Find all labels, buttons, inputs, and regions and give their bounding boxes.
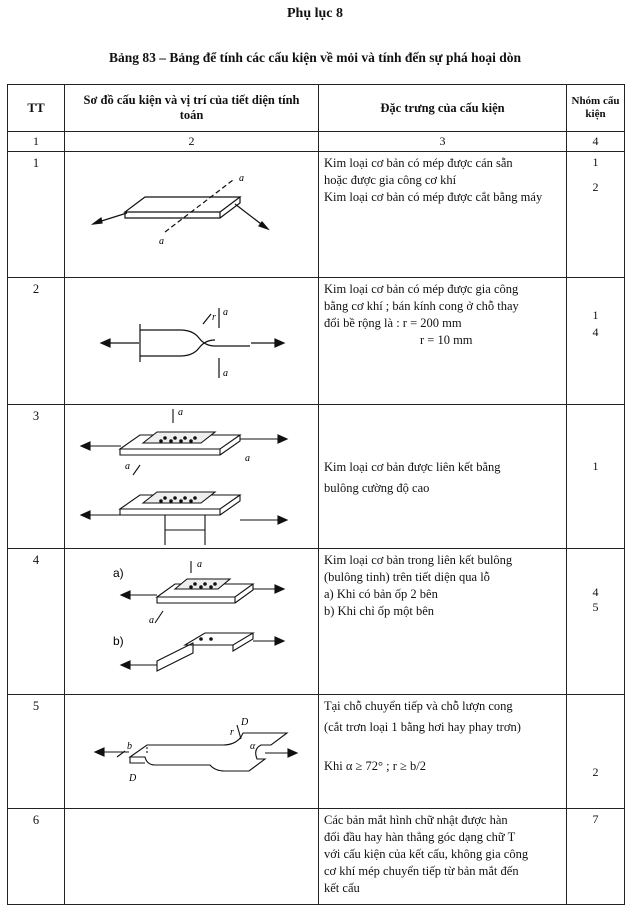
row-tt: 2 xyxy=(8,278,65,405)
diagram-empty xyxy=(65,809,319,905)
svg-text:a: a xyxy=(149,615,154,626)
table-row xyxy=(8,278,625,405)
header-group: Nhóm cấu kiện xyxy=(567,85,625,132)
svg-text:b: b xyxy=(127,741,132,752)
header-row xyxy=(8,85,625,132)
colnum-2: 2 xyxy=(65,132,319,152)
header-characteristics: Đặc trưng của cấu kiện xyxy=(319,85,567,132)
row-description: Kim loại cơ bản trong liên kết bulông (bulông tinh) trên tiết diện qua lỗ a) Khi có bản ốp 2 bên b) Khi chỉ ốp một bên xyxy=(319,549,567,695)
row-tt: 6 xyxy=(8,809,65,905)
svg-text:b): b) xyxy=(113,634,124,648)
svg-text:r: r xyxy=(212,312,216,323)
colnum-4: 4 xyxy=(567,132,625,152)
svg-text:a: a xyxy=(245,453,250,464)
svg-text:a: a xyxy=(125,461,130,472)
row-description: Tại chỗ chuyển tiếp và chỗ lượn cong (cắt trơn loại 1 bằng hơi hay phay trơn) Khi α ≥ 72° ; r ≥ b/2 xyxy=(319,695,567,809)
table-caption: Bảng 83 – Bảng để tính các cấu kiện về mỏi và tính đến sự phá hoại dòn xyxy=(108,50,522,65)
diagram-hs-bolted-joint xyxy=(65,405,319,549)
svg-text:D: D xyxy=(129,773,137,784)
svg-text:a: a xyxy=(223,368,228,379)
table-row xyxy=(8,152,625,278)
row-group: 1 2 xyxy=(567,152,625,278)
row-tt: 1 xyxy=(8,152,65,278)
row-description: Kim loại cơ bản có mép được gia công bằng cơ khí ; bán kính cong ở chỗ thay đổi bề rộng là : r = 200 mm r = 10 mm xyxy=(319,278,567,405)
header-diagram: Sơ đồ cấu kiện và vị trí của tiết diện tính toán xyxy=(65,85,319,132)
svg-text:a: a xyxy=(159,236,164,247)
fatigue-table xyxy=(7,84,625,905)
diagram-width-change xyxy=(65,278,319,405)
svg-text:α: α xyxy=(250,741,256,752)
diagram-bolted-joint xyxy=(65,549,319,695)
svg-text:a: a xyxy=(223,307,228,318)
row-tt: 4 xyxy=(8,549,65,695)
table-row xyxy=(8,549,625,695)
svg-text:a: a xyxy=(197,559,202,570)
table-row xyxy=(8,695,625,809)
column-number-row xyxy=(8,132,625,152)
svg-text:a: a xyxy=(178,407,183,418)
diagram-plate-edge xyxy=(65,152,319,278)
colnum-3: 3 xyxy=(319,132,567,152)
colnum-1: 1 xyxy=(8,132,65,152)
diagram-transition xyxy=(65,695,319,809)
row-description: Các bản mắt hình chữ nhật được hàn đối đầu hay hàn thẳng góc dạng chữ T với cấu kiện của kết cấu, không gia công cơ khí mép chuyển tiếp từ bản mắt đến kết cấu xyxy=(319,809,567,905)
table-row xyxy=(8,405,625,549)
appendix-title: Phụ lục 8 xyxy=(286,6,343,21)
row-tt: 3 xyxy=(8,405,65,549)
row-group: 1 xyxy=(567,405,625,549)
table-row xyxy=(8,809,625,905)
svg-text:D: D xyxy=(241,717,249,728)
svg-text:r: r xyxy=(230,727,234,738)
svg-text:a: a xyxy=(239,173,244,184)
header-tt: TT xyxy=(8,85,65,132)
row-group: 2 xyxy=(567,695,625,809)
row-group: 1 4 xyxy=(567,278,625,405)
row-description: Kim loại cơ bản được liên kết bằng bulông cường độ cao xyxy=(319,405,567,549)
row-group: 7 xyxy=(567,809,625,905)
row-description: Kim loại cơ bản có mép được cán sẵn hoặc được gia công cơ khí Kim loại cơ bản có mép được cắt bằng máy xyxy=(319,152,567,278)
row-tt: 5 xyxy=(8,695,65,809)
svg-text:a): a) xyxy=(113,566,124,580)
row-group: 4 5 xyxy=(567,549,625,695)
